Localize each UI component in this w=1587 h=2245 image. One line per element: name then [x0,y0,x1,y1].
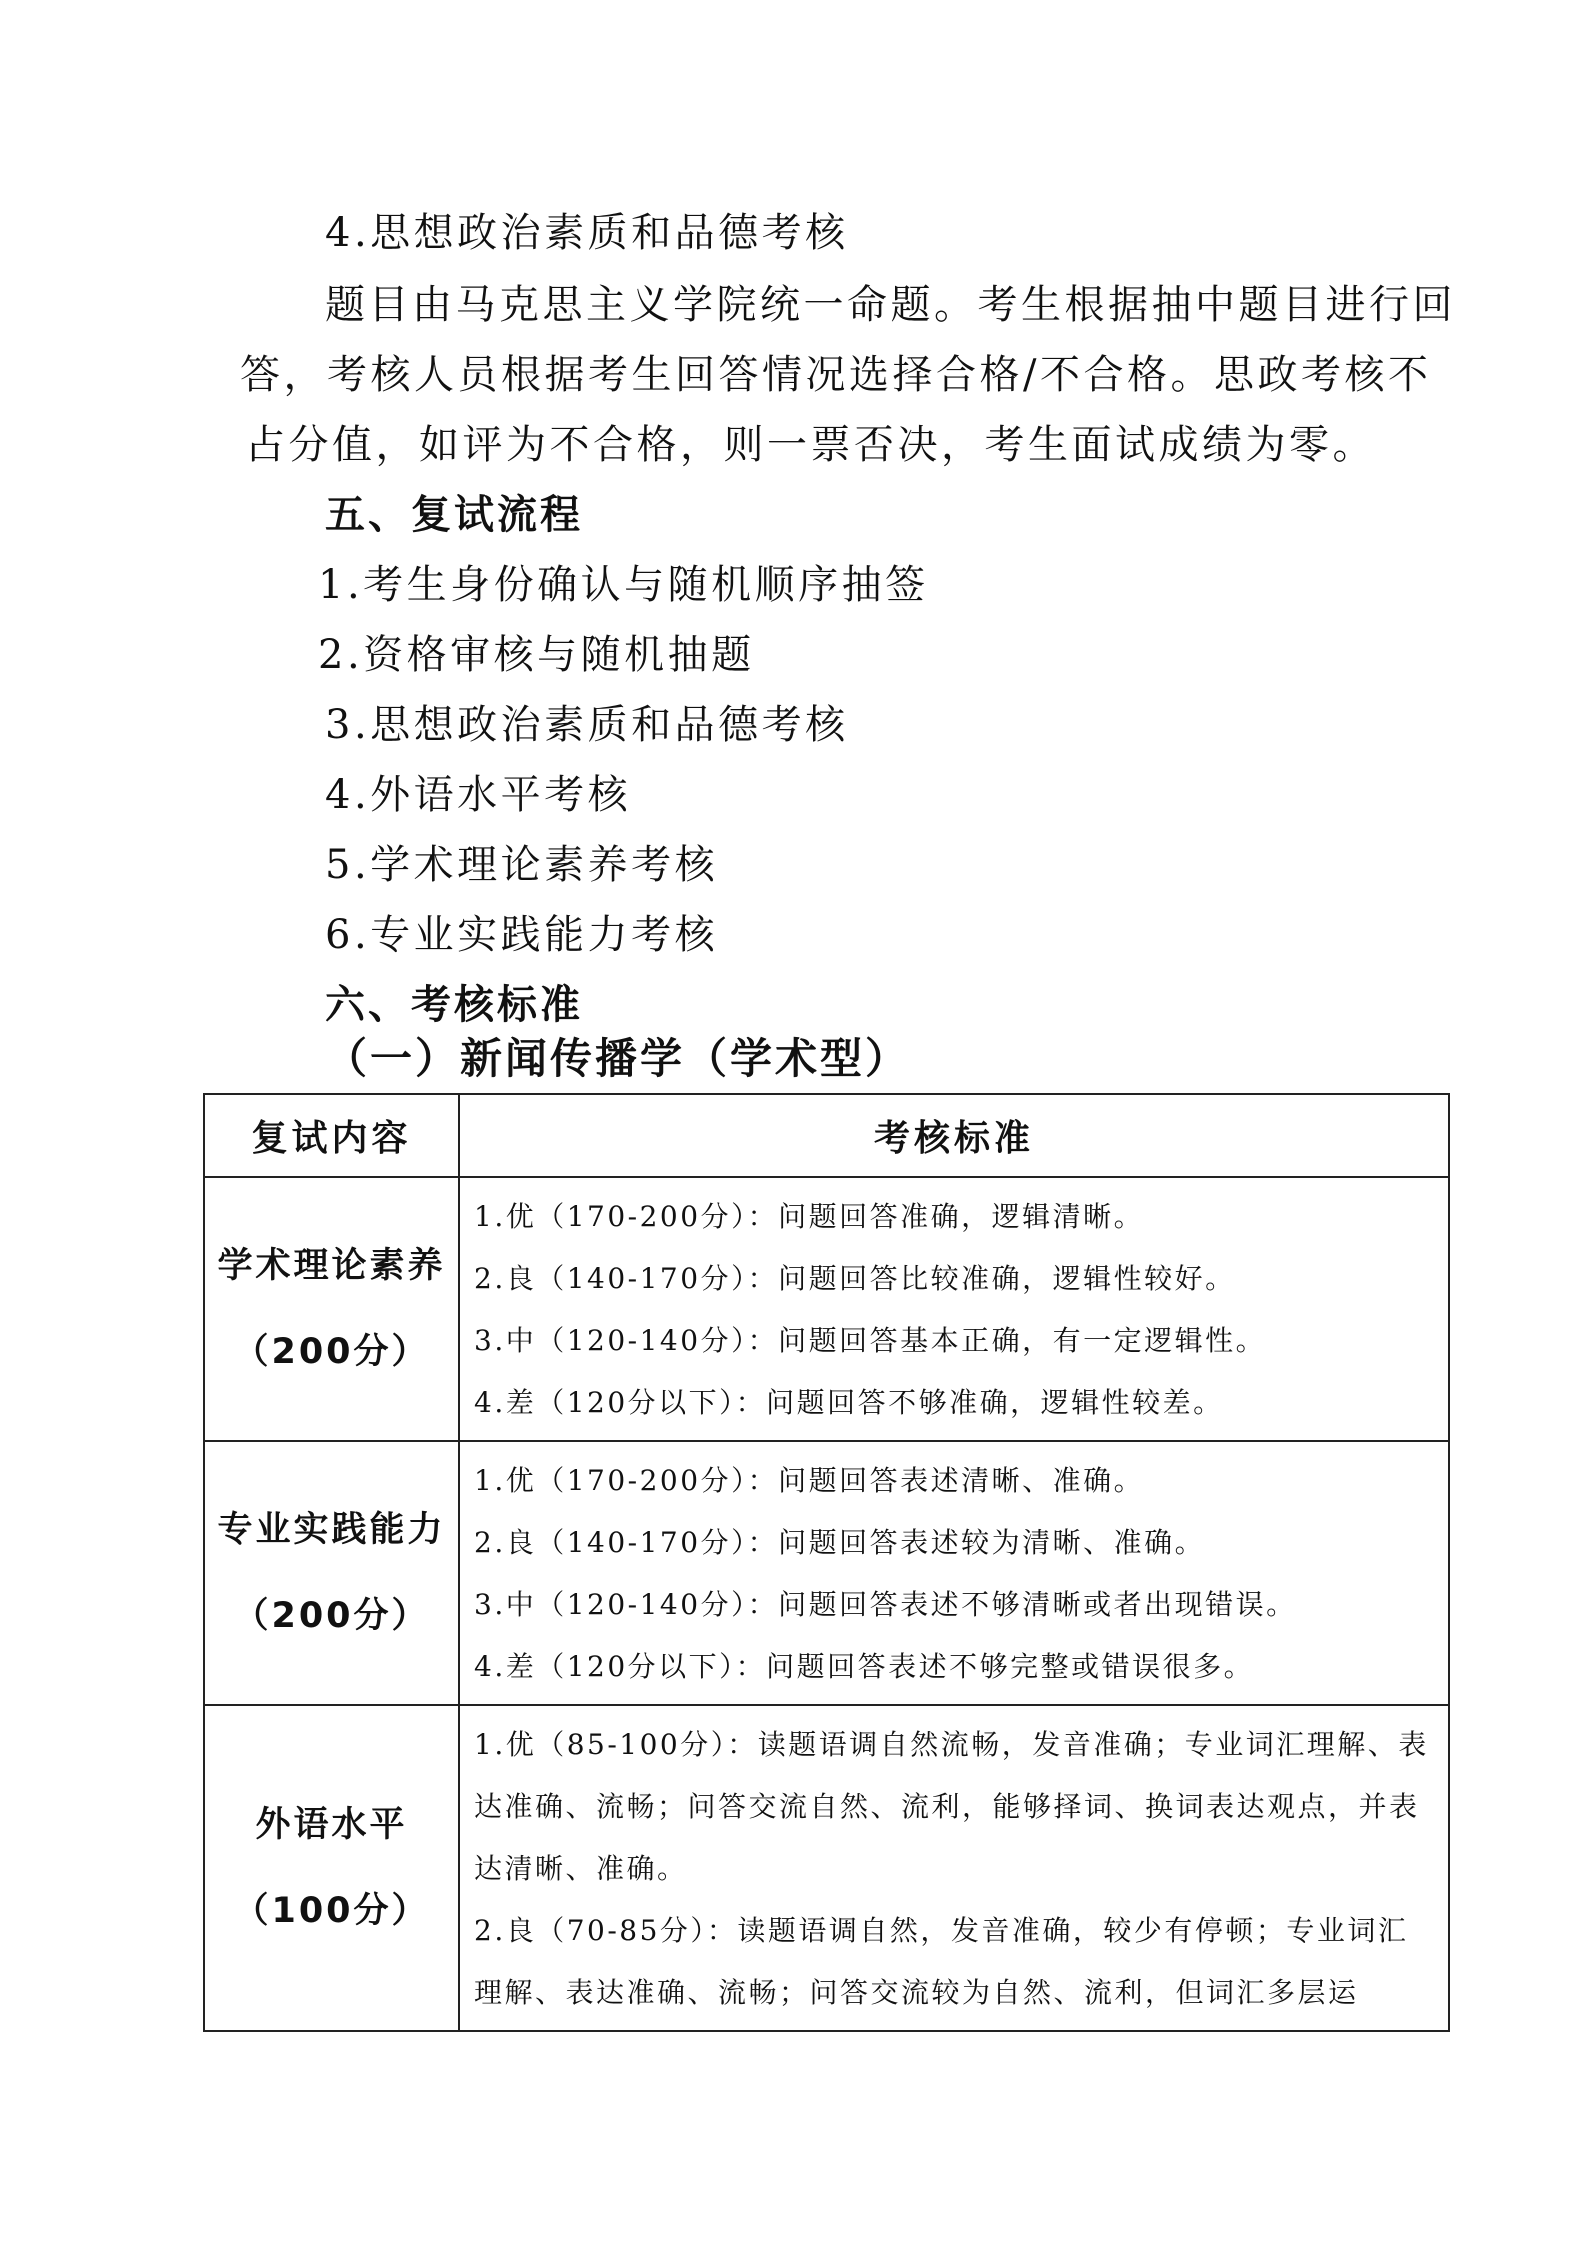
criteria-line: 2.良（140-170分）：问题回答表述较为清晰、准确。 [474,1526,1206,1559]
column-header-standard: 考核标准 [459,1094,1449,1177]
row-criteria-cell [459,1441,1449,1705]
criteria-paragraph: 1.优（85-100分）：读题语调自然流畅，发音准确；专业词汇理解、表达准确、流畅；问答交流自然、流利，能够择词、换词表达观点，并表达清晰、准确。 [474,1728,1429,1885]
paragraph-line: 占分值，如评为不合格，则一票否决，考生面试成绩为零。 [245,422,1376,468]
process-step: 1.考生身份确认与随机顺序抽签 [318,562,929,608]
row-item-score: （100分） [233,1891,430,1931]
table-row [204,1177,1449,1441]
paragraph-line: 答，考核人员根据考生回答情况选择合格/不合格。思政考核不 [240,352,1432,398]
process-step: 6.专业实践能力考核 [325,912,719,958]
row-criteria-cell [459,1705,1449,2031]
row-item-score: （200分） [233,1596,430,1636]
process-step: 5.学术理论素养考核 [325,842,719,888]
table-row [204,1441,1449,1705]
table-row [204,1705,1449,2031]
process-step: 4.外语水平考核 [325,772,632,818]
table-header-row [204,1094,1449,1177]
row-criteria-cell [459,1177,1449,1441]
section-heading-assessment-standards: 六、考核标准 [325,982,583,1028]
row-item-score: （200分） [233,1332,430,1372]
criteria-paragraph: 2.良（70-85分）：读题语调自然，发音准确，较少有停顿；专业词汇理解、表达准确、流畅；问答交流较为自然、流利，但词汇多层运 [474,1914,1409,2009]
criteria-line: 3.中（120-140分）：问题回答表述不够清晰或者出现错误。 [474,1588,1297,1621]
process-step: 2.资格审核与随机抽题 [318,632,755,678]
criteria-line: 1.优（170-200分）：问题回答准确，逻辑清晰。 [474,1200,1145,1233]
row-item-cell [204,1441,459,1705]
criteria-line: 3.中（120-140分）：问题回答基本正确，有一定逻辑性。 [474,1324,1267,1357]
column-header-content: 复试内容 [204,1094,459,1177]
paragraph-line: 题目由马克思主义学院统一命题。考生根据抽中题目进行回 [325,282,1456,328]
row-item-cell [204,1177,459,1441]
criteria-line: 2.良（140-170分）：问题回答比较准确，逻辑性较好。 [474,1262,1236,1295]
paragraph-ideology-assessment-title: 4.思想政治素质和品德考核 [325,210,849,256]
assessment-table [203,1093,1450,2032]
criteria-line: 1.优（170-200分）：问题回答表述清晰、准确。 [474,1464,1145,1497]
row-item-cell [204,1705,459,2031]
row-item-name: 学术理论素养 [217,1246,446,1286]
process-step: 3.思想政治素质和品德考核 [325,702,849,748]
criteria-line: 4.差（120分以下）：问题回答表述不够完整或错误很多。 [474,1650,1255,1683]
table-title: （一）新闻传播学（学术型） [325,1034,911,1083]
criteria-line: 4.差（120分以下）：问题回答不够准确，逻辑性较差。 [474,1386,1224,1419]
row-item-name: 外语水平 [255,1805,408,1845]
section-heading-retest-process: 五、复试流程 [325,492,583,538]
row-item-name: 专业实践能力 [217,1510,446,1550]
